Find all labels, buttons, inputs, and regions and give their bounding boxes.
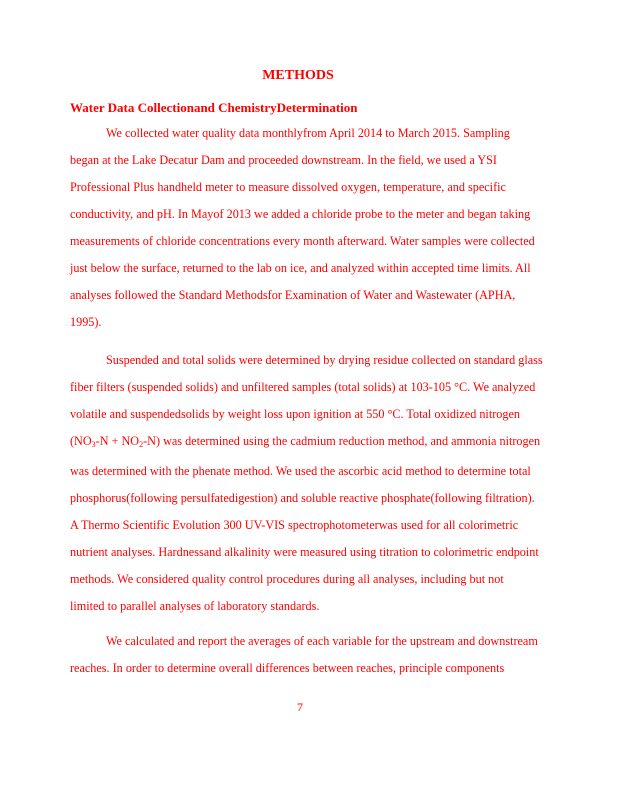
page-title: METHODS	[262, 68, 334, 83]
paragraph-line: conductivity, and pH. In Mayof 2013 we added a chloride probe to the meter and began taking	[70, 207, 531, 221]
paragraph-line: A Thermo Scientific Evolution 300 UV-VIS spectrophotometerwas used for all colorimetric	[70, 518, 519, 532]
text-span: -N) was determined using the cadmium reduction method, and ammonia nitrogen	[143, 434, 541, 448]
paragraph-line: phosphorus(following persulfatedigestion) and soluble reactive phosphate(following filtration).	[70, 491, 535, 505]
paragraph-line: just below the surface, returned to the lab on ice, and analyzed within accepted time limits. All	[70, 261, 531, 275]
paragraph-1	[70, 120, 548, 336]
paragraph-line: fiber filters (suspended solids) and unfiltered samples (total solids) at 103-105 °C. We analyzed	[70, 380, 536, 394]
paragraph-line: nutrient analyses. Hardnessand alkalinity were measured using titration to colorimetric endpoint	[70, 545, 539, 559]
paragraph-3	[70, 628, 548, 682]
section-heading: Water Data Collectionand ChemistryDetermination	[70, 100, 358, 115]
paragraph-line: reaches. In order to determine overall differences between reaches, principle components	[70, 661, 505, 675]
text-span: (NO	[70, 434, 92, 448]
paragraph-line: volatile and suspendedsolids by weight loss upon ignition at 550 °C. Total oxidized nitrogen	[70, 407, 520, 421]
page-number: 7	[297, 700, 303, 714]
paragraph-line: methods. We considered quality control procedures during all analyses, including but not	[70, 572, 504, 586]
subscript: 3	[91, 440, 96, 449]
text-span: -N + NO	[95, 434, 140, 448]
paragraph-line: 1995).	[70, 315, 102, 329]
paragraph-line: began at the Lake Decatur Dam and proceeded downstream. In the field, we used a YSI	[70, 153, 497, 167]
paragraph-line: was determined with the phenate method. We used the ascorbic acid method to determine total	[70, 464, 531, 478]
subscript: 2	[139, 440, 144, 449]
paragraph-line: limited to parallel analyses of laboratory standards.	[70, 599, 320, 613]
paragraph-line: We calculated and report the averages of each variable for the upstream and downstream	[106, 634, 538, 648]
paragraph-line-nitrogen	[70, 428, 548, 458]
paragraph-line: analyses followed the Standard Methodsfor Examination of Water and Wastewater (APHA,	[70, 288, 516, 302]
paragraph-2	[70, 347, 548, 620]
paragraph-line: Suspended and total solids were determined by drying residue collected on standard glass	[106, 353, 543, 367]
paragraph-line: measurements of chloride concentrations every month afterward. Water samples were collected	[70, 234, 535, 248]
paragraph-line: We collected water quality data monthlyfrom April 2014 to March 2015. Sampling	[106, 126, 510, 140]
paragraph-line: Professional Plus handheld meter to measure dissolved oxygen, temperature, and specific	[70, 180, 506, 194]
